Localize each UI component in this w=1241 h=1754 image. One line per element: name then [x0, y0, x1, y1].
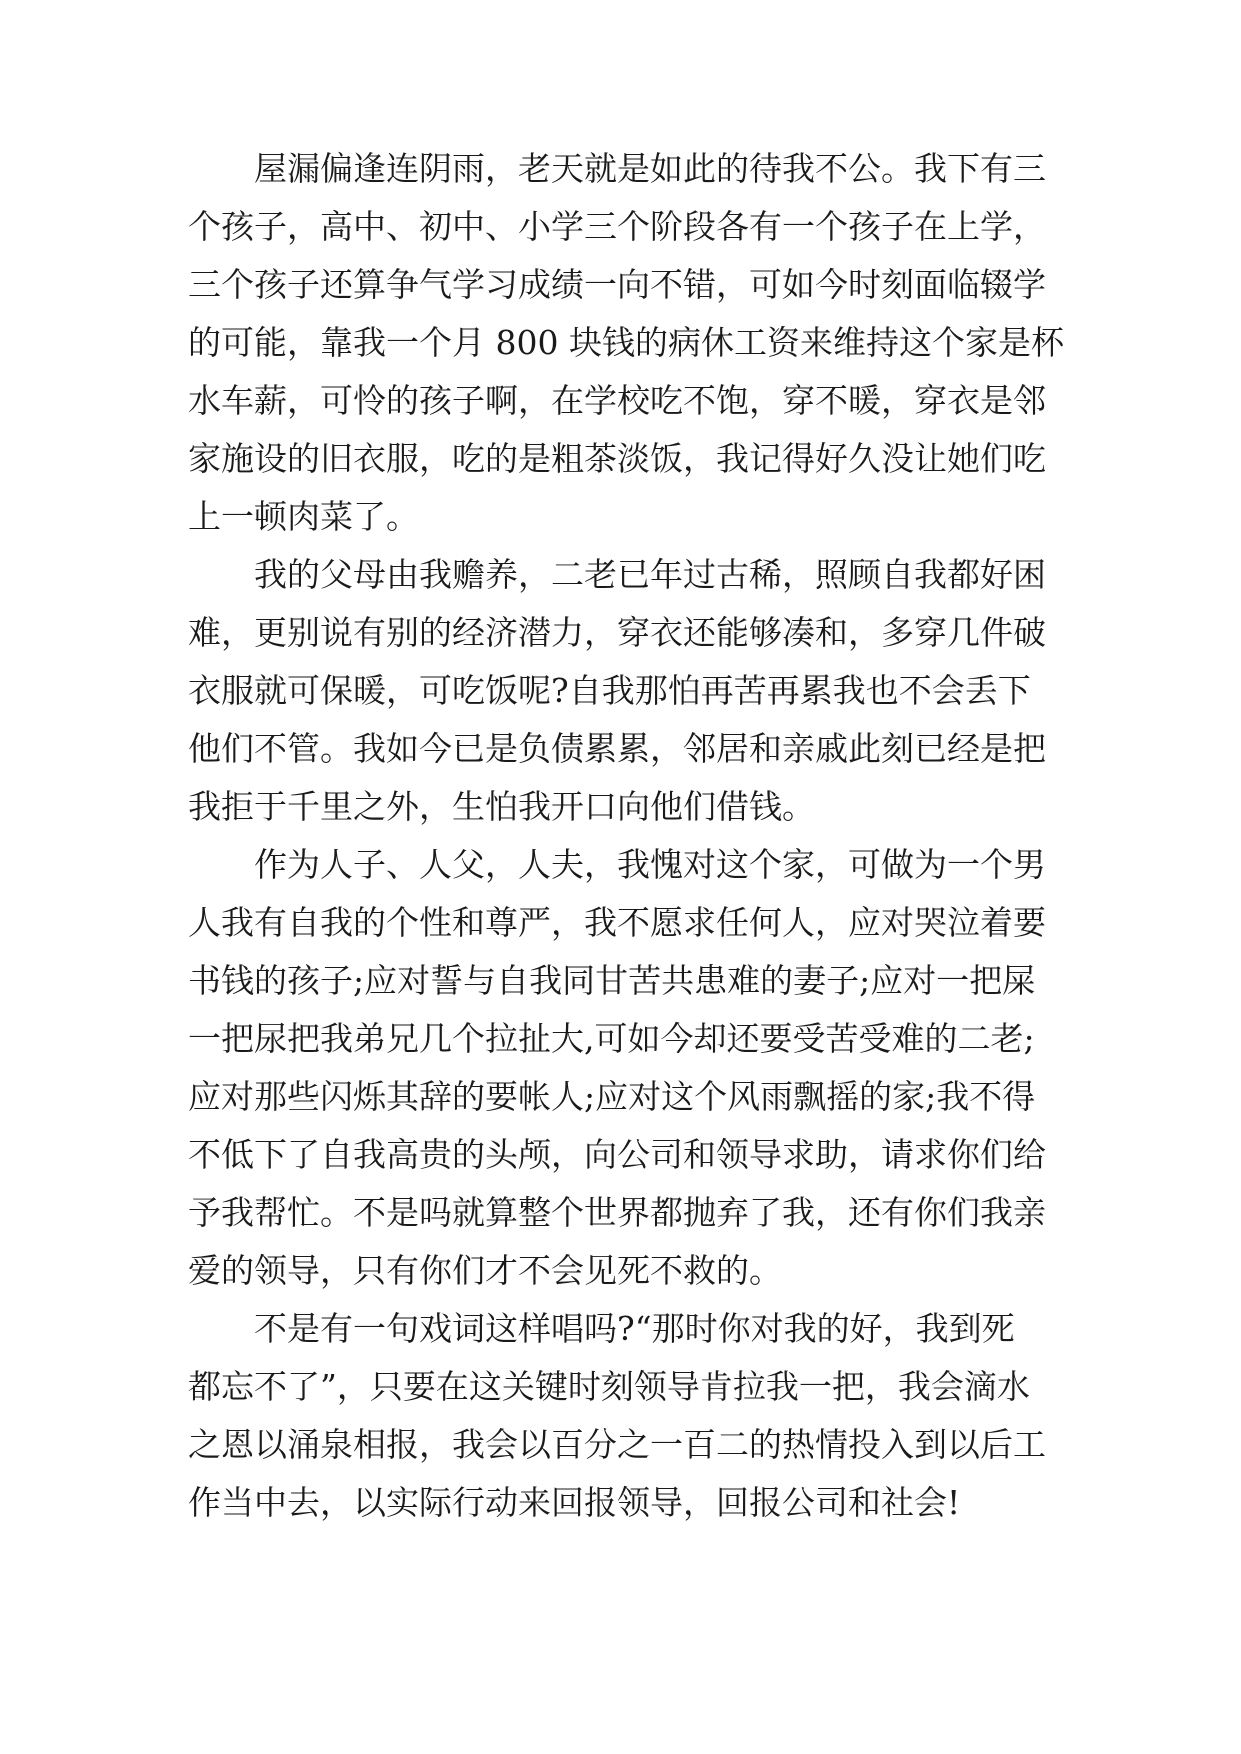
paragraph-first-line: 不是有一句戏词这样唱吗?“那时你对我的好，我到死 — [254, 1309, 1015, 1348]
text-line: 家施设的旧衣服，吃的是粗茶淡饭，我记得好久没让她们吃 — [188, 439, 1046, 478]
text-line: 三个孩子还算争气学习成绩一向不错，可如今时刻面临辍学 — [188, 265, 1046, 304]
text-line: 一把尿把我弟兄几个拉扯大,可如今却还要受苦受难的二老; — [188, 1019, 1035, 1058]
text-line: 人我有自我的个性和尊严，我不愿求任何人，应对哭泣着要 — [188, 903, 1046, 942]
text-line: 应对那些闪烁其辞的要帐人;应对这个风雨飘摇的家;我不得 — [188, 1077, 1036, 1116]
text-line: 爱的领导，只有你们才不会见死不救的。 — [188, 1251, 782, 1290]
text-line: 难，更别说有别的经济潜力，穿衣还能够凑和，多穿几件破 — [188, 613, 1046, 652]
text-line: 予我帮忙。不是吗就算整个世界都抛弃了我，还有你们我亲 — [188, 1193, 1046, 1232]
paragraph-first-line: 我的父母由我赡养，二老已年过古稀，照顾自我都好困 — [254, 555, 1046, 594]
text-line: 都忘不了”，只要在这关键时刻领导肯拉我一把，我会滴水 — [188, 1367, 1030, 1406]
letter-body — [188, 140, 1066, 1532]
text-line: 他们不管。我如今已是负债累累，邻居和亲戚此刻已经是把 — [188, 729, 1046, 768]
text-line: 不低下了自我高贵的头颅，向公司和领导求助，请求你们给 — [188, 1135, 1046, 1174]
text-line: 我拒于千里之外，生怕我开口向他们借钱。 — [188, 787, 815, 826]
text-line: 衣服就可保暖，可吃饭呢?自我那怕再苦再累我也不会丢下 — [188, 671, 1031, 710]
text-line: 作当中去，以实际行动来回报领导，回报公司和社会! — [188, 1483, 961, 1522]
text-line: 之恩以涌泉相报，我会以百分之一百二的热情投入到以后工 — [188, 1425, 1046, 1464]
text-line: 的可能，靠我一个月 800 块钱的病休工资来维持这个家是杯 — [188, 323, 1064, 362]
text-line: 书钱的孩子;应对誓与自我同甘苦共患难的妻子;应对一把屎 — [188, 961, 1036, 1000]
paragraph-first-line: 屋漏偏逢连阴雨，老天就是如此的待我不公。我下有三 — [254, 149, 1046, 188]
text-line: 个孩子，高中、初中、小学三个阶段各有一个孩子在上学， — [188, 207, 1046, 246]
text-line: 上一顿肉菜了。 — [188, 497, 419, 536]
text-line: 水车薪，可怜的孩子啊，在学校吃不饱，穿不暖，穿衣是邻 — [188, 381, 1046, 420]
paragraph-first-line: 作为人子、人父，人夫，我愧对这个家，可做为一个男 — [254, 845, 1046, 884]
